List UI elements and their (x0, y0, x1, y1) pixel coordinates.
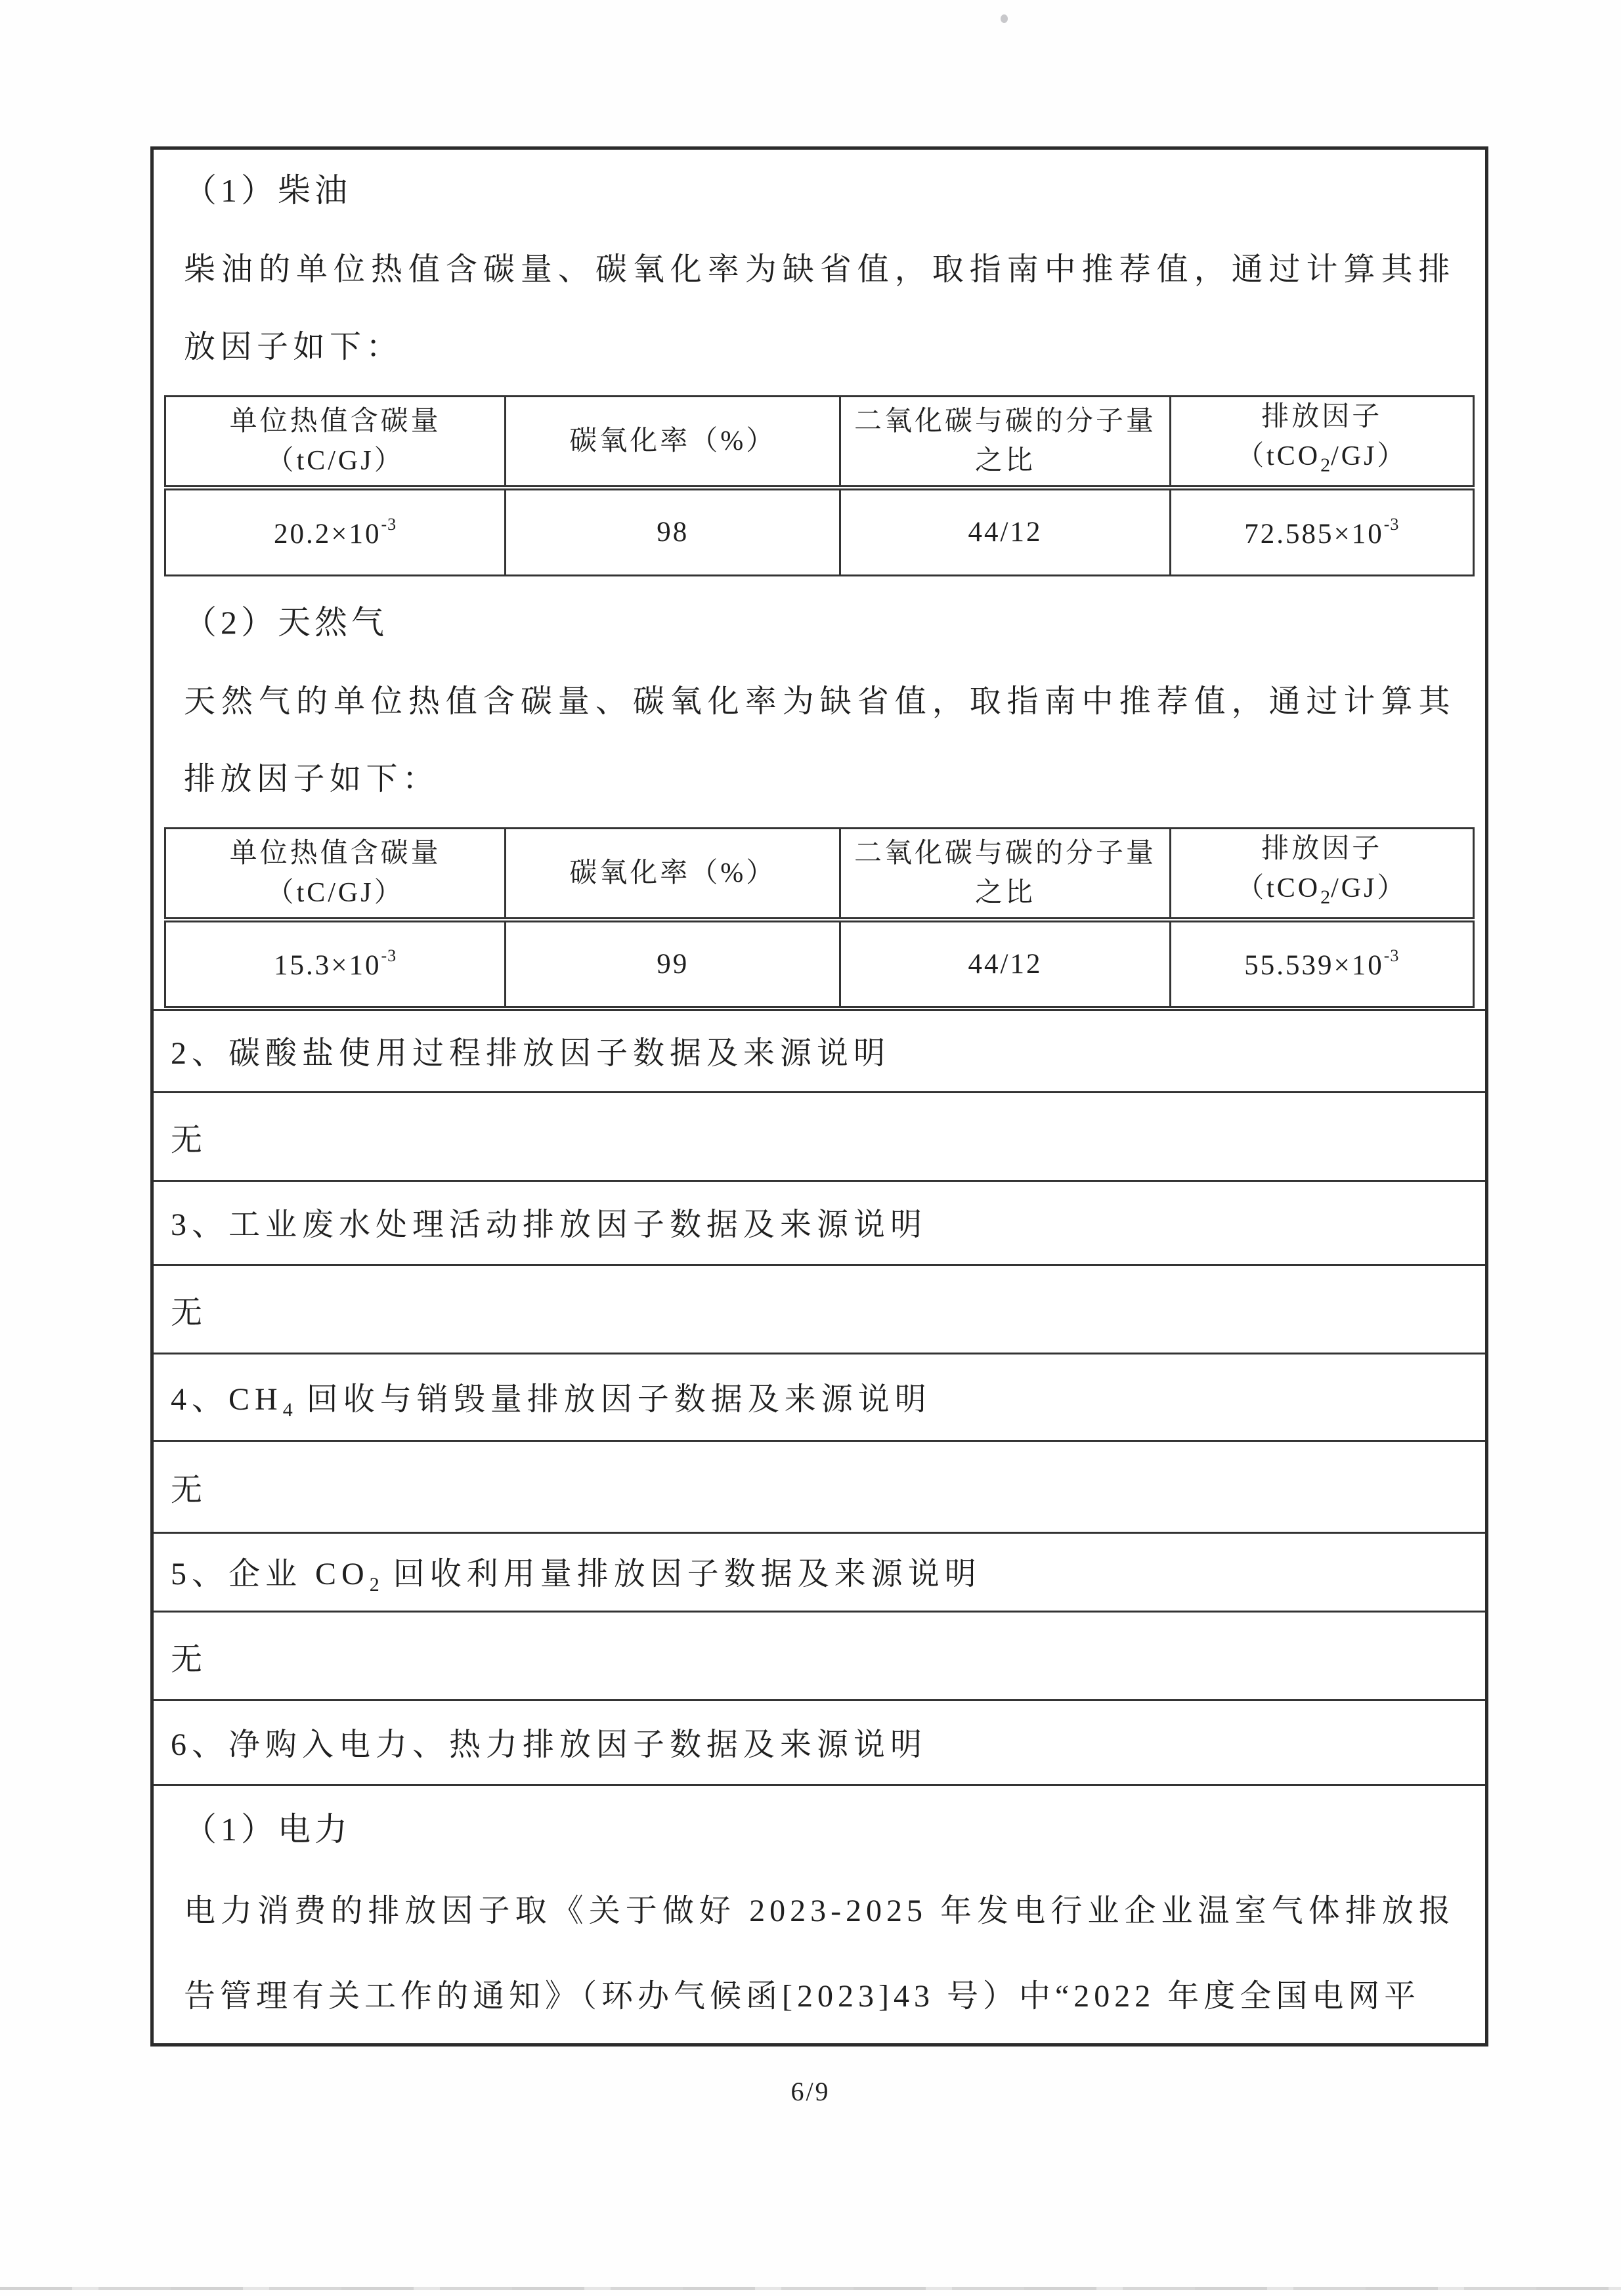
section-3-value-row (154, 1266, 1485, 1354)
page-number: 6/9 (790, 2077, 831, 2106)
section-6-title (171, 1719, 927, 1767)
header-heat-carbon-content (165, 828, 506, 920)
header-oxidation-rate (506, 828, 840, 920)
header-ef-subscript: 2 (1320, 454, 1331, 476)
header-ef-subscript: 2 (1320, 886, 1331, 908)
value-exponent: -3 (381, 946, 397, 966)
header-line: 单位热值含碳量 (229, 406, 441, 437)
section-4-value-row (154, 1442, 1485, 1534)
title-suffix: 回收利用量排放因子数据及来源说明 (379, 1557, 982, 1592)
section-2-title (171, 1028, 890, 1075)
gas-table-header-row (165, 828, 1474, 920)
diesel-paragraph: 柴油的单位热值含碳量、碳氧化率为缺省值，取指南中推荐值，通过计算其排放因子如下： (184, 252, 1455, 364)
value-exponent: -3 (381, 514, 397, 534)
header-line (1177, 397, 1467, 485)
gas-oxidation-cell: 99 (506, 920, 840, 1007)
header-unit: （tC/GJ） (266, 446, 404, 476)
diesel-oxidation-cell: 98 (506, 488, 840, 575)
fuel-emission-factor-cell (154, 150, 1485, 1011)
scan-bottom-edge-artifact (0, 2287, 1621, 2290)
section-2-value-row (154, 1093, 1485, 1182)
header-oxidation-rate (506, 397, 840, 488)
diesel-carbon-content-cell (165, 488, 506, 575)
section-5-title (171, 1548, 982, 1596)
electricity-title: （1）电力 (184, 1811, 351, 1848)
section-4-title (171, 1374, 932, 1421)
gas-paragraph: 天然气的单位热值含碳量、碳氧化率为缺省值，取指南中推荐值，通过计算其排放因子如下： (184, 683, 1455, 796)
diesel-section-title: （1）柴油 (184, 172, 351, 209)
gas-ratio-cell: 44/12 (840, 920, 1170, 1007)
gas-factor-table (164, 827, 1475, 1008)
title-text: 5、企业 CO (171, 1557, 370, 1592)
header-line: 碳氧化率（%） (569, 426, 777, 456)
header-unit: （tC/GJ） (266, 877, 404, 908)
section-6-header-row (154, 1701, 1485, 1786)
header-line2: 之比 (974, 877, 1035, 908)
header-molecular-ratio (840, 828, 1170, 920)
header-line: 二氧化碳与碳的分子量 (854, 838, 1156, 869)
header-line: 单位热值含碳量 (229, 838, 441, 869)
title-text: 3、工业废水处理活动排放因子数据及来源说明 (171, 1207, 928, 1242)
electricity-section-cell (154, 1786, 1485, 2043)
header-ef-prefix: 排放因子（tCO (1236, 402, 1383, 471)
diesel-factor-cell (1170, 488, 1473, 575)
section-3-header-row (154, 1182, 1485, 1266)
section-4-value: 无 (171, 1473, 208, 1507)
scan-speck-artifact (1001, 14, 1008, 23)
gas-section-title: （2）天然气 (184, 603, 388, 641)
diesel-ratio-cell: 44/12 (840, 488, 1170, 575)
header-molecular-ratio (840, 397, 1170, 488)
header-ef-suffix: /GJ） (1331, 441, 1408, 471)
header-line: 二氧化碳与碳的分子量 (854, 406, 1156, 437)
diesel-table-header-row (165, 397, 1474, 488)
title-text: 2、碳酸盐使用过程排放因子数据及来源说明 (171, 1035, 891, 1071)
title-text: 4、CH (171, 1381, 283, 1417)
section-5-header-row (154, 1534, 1485, 1613)
header-line: 碳氧化率（%） (569, 857, 777, 888)
section-3-title (171, 1199, 927, 1247)
value-exponent: -3 (1383, 514, 1400, 534)
value-exponent: -3 (1383, 946, 1400, 966)
gas-carbon-content-cell (165, 920, 506, 1007)
gas-data-row (165, 920, 1474, 1007)
section-5-value-row (154, 1613, 1485, 1701)
title-suffix: 回收与销毁量排放因子数据及来源说明 (293, 1381, 932, 1417)
title-subscript: 2 (369, 1574, 380, 1595)
diesel-factor-table (164, 395, 1475, 576)
title-subscript: 4 (282, 1398, 293, 1421)
value-base: 20.2×10 (273, 518, 381, 550)
value-base: 55.539×10 (1244, 950, 1384, 982)
header-ef-suffix: /GJ） (1331, 873, 1408, 903)
title-text: 6、净购入电力、热力排放因子数据及来源说明 (171, 1727, 928, 1762)
header-ef-prefix: 排放因子（tCO (1236, 833, 1383, 903)
section-2-header-row (154, 1011, 1485, 1093)
section-3-value: 无 (171, 1295, 208, 1330)
value-base: 15.3×10 (273, 950, 381, 982)
electricity-paragraph: 电力消费的排放因子取《关于做好 2023-2025 年发电行业企业温室气体排放报告管理有关工作的通知》（环办气候函[2023]43 号）中“2022 年度全国电网平 (184, 1894, 1455, 2014)
header-emission-factor (1170, 828, 1473, 920)
diesel-data-row (165, 488, 1474, 575)
section-4-header-row (154, 1354, 1485, 1442)
gas-factor-cell (1170, 920, 1473, 1007)
header-line (1177, 829, 1467, 917)
section-5-value: 无 (171, 1641, 208, 1677)
emission-factor-report-table (150, 146, 1488, 2047)
value-base: 72.585×10 (1244, 518, 1384, 550)
header-emission-factor (1170, 397, 1473, 488)
section-2-value: 无 (171, 1122, 208, 1158)
header-heat-carbon-content (165, 397, 506, 488)
header-line2: 之比 (974, 446, 1035, 476)
